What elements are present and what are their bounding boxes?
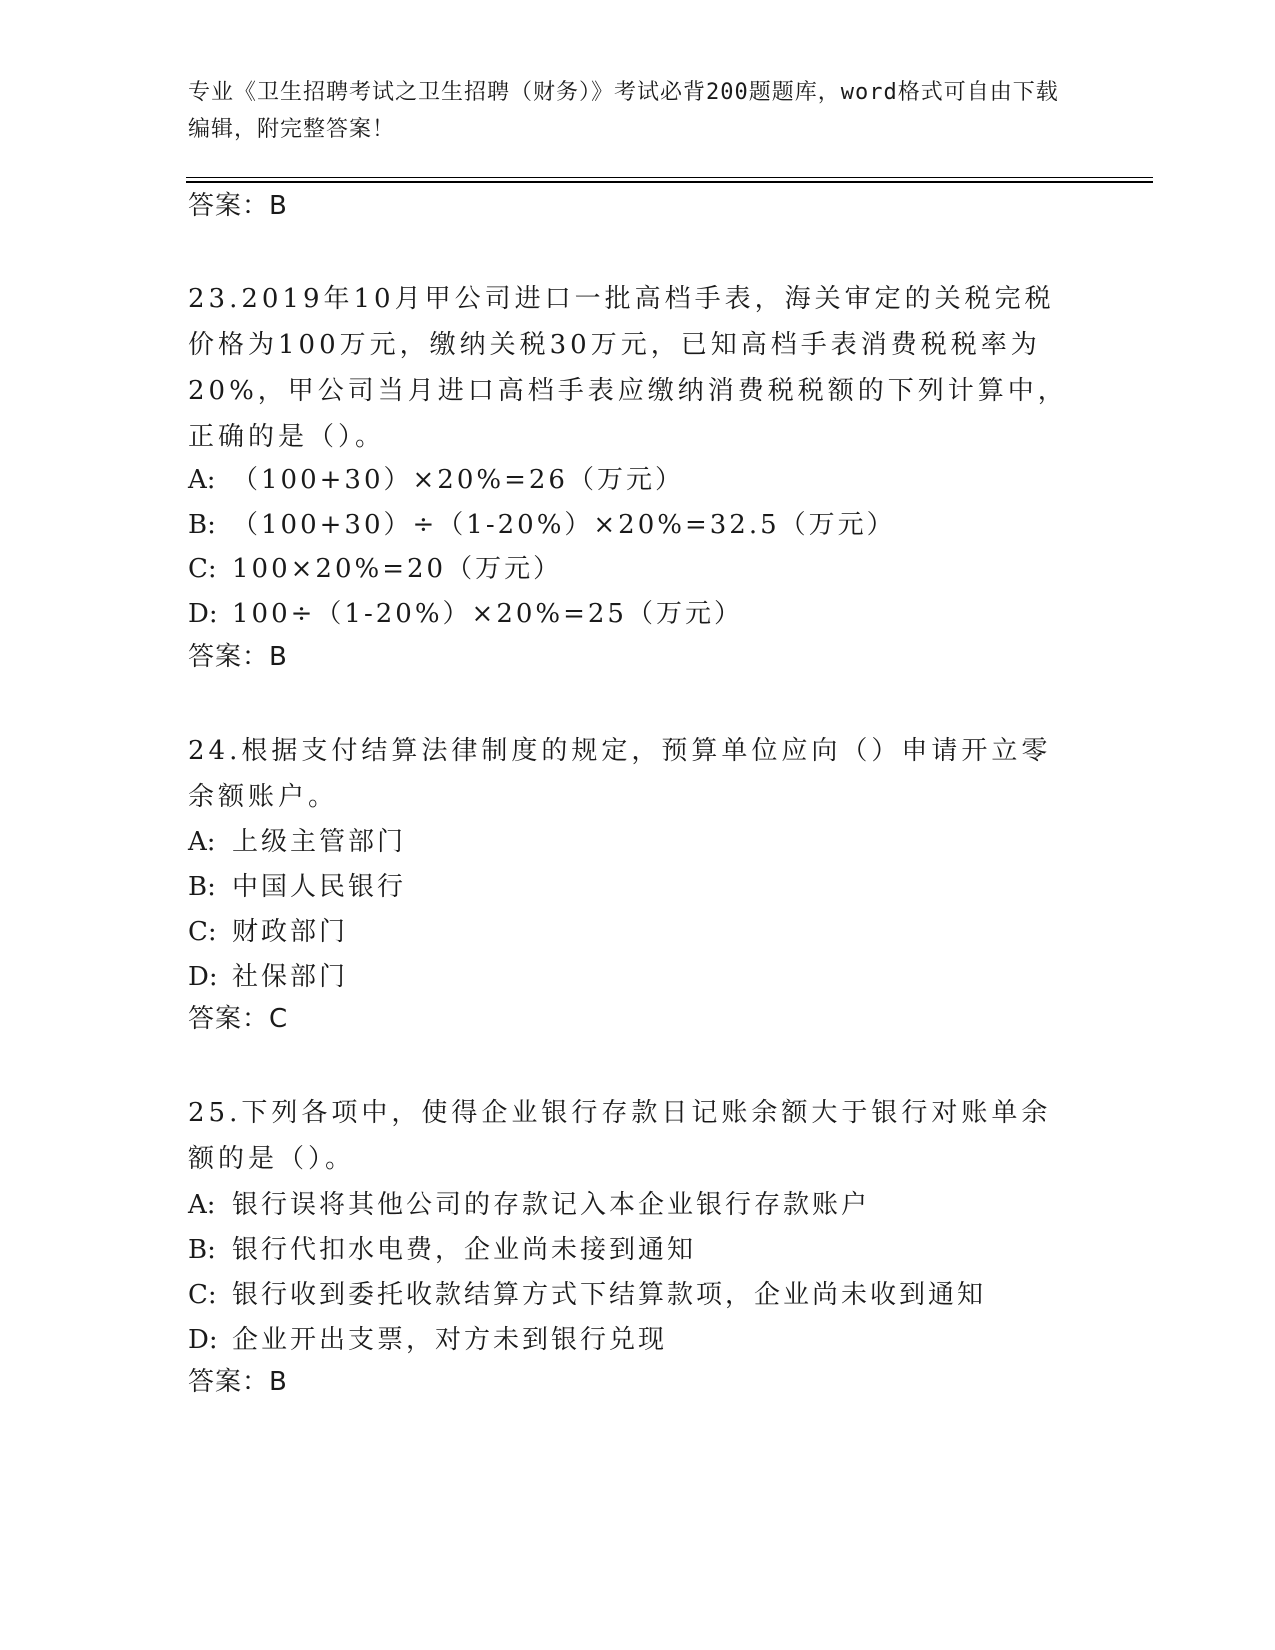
- question-25-option-b: [188, 1234, 1078, 1266]
- option-letter: A:: [188, 827, 216, 857]
- question-24-answer: 答案：C: [188, 1004, 289, 1034]
- option-text: 银行误将其他公司的存款记入本企业银行存款账户: [232, 1190, 871, 1220]
- option-text: 100×20%=20（万元）: [232, 554, 563, 584]
- option-letter: B:: [188, 1235, 216, 1265]
- option-letter: C:: [188, 917, 217, 947]
- header-rule-thick: [186, 181, 1153, 183]
- question-24-option-c: [188, 916, 1078, 948]
- question-24-stem: 24.根据支付结算法律制度的规定，预算单位应向（）申请开立零余额账户。: [188, 736, 1052, 812]
- option-text: 社保部门: [232, 962, 349, 992]
- option-text: 企业开出支票，对方未到银行兑现: [232, 1325, 668, 1355]
- option-text: （100+30）×20%=26（万元）: [232, 465, 684, 495]
- question-23-answer: 答案：B: [188, 642, 288, 672]
- option-text: （100+30）÷（1-20%）×20%=32.5（万元）: [232, 510, 896, 540]
- question-25-option-a: [188, 1189, 1078, 1221]
- option-letter: C:: [188, 1280, 217, 1310]
- option-letter: D:: [188, 962, 218, 992]
- question-25-option-c: [188, 1279, 1078, 1311]
- header-rule-thin: [186, 177, 1153, 178]
- option-letter: A:: [188, 465, 216, 495]
- option-letter: B:: [188, 510, 216, 540]
- option-letter: B:: [188, 872, 216, 902]
- option-text: 100÷（1-20%）×20%=25（万元）: [232, 599, 743, 629]
- option-text: 银行代扣水电费，企业尚未接到通知: [232, 1235, 697, 1265]
- question-23-option-c: [188, 553, 1078, 585]
- previous-answer: 答案：B: [188, 191, 288, 221]
- option-text: 中国人民银行: [232, 872, 407, 902]
- question-23-option-a: [188, 464, 1078, 496]
- option-letter: A:: [188, 1190, 216, 1220]
- option-letter: C:: [188, 554, 217, 584]
- question-25-answer: 答案：B: [188, 1367, 288, 1397]
- question-24-option-a: [188, 826, 1078, 858]
- question-23-option-d: [188, 598, 1078, 630]
- option-text: 银行收到委托收款结算方式下结算款项，企业尚未收到通知: [232, 1280, 987, 1310]
- question-23-option-b: [188, 509, 1078, 541]
- question-24-option-b: [188, 871, 1078, 903]
- option-letter: D:: [188, 599, 218, 629]
- question-23-stem: 23.2019年10月甲公司进口一批高档手表，海关审定的关税完税价格为100万元，缴纳关税30万元，已知高档手表消费税税率为20%，甲公司当月进口高档手表应缴纳消费税税额的下列计算中，正确的是（）。: [188, 284, 1068, 452]
- option-text: 上级主管部门: [232, 827, 407, 857]
- option-letter: D:: [188, 1325, 218, 1355]
- question-25-stem: 25.下列各项中，使得企业银行存款日记账余额大于银行对账单余额的是（）。: [188, 1098, 1052, 1174]
- question-24-option-d: [188, 961, 1078, 993]
- document-header: 专业《卫生招聘考试之卫生招聘（财务）》考试必背200题题库，word格式可自由下载编辑，附完整答案！: [188, 80, 1059, 142]
- option-text: 财政部门: [232, 917, 349, 947]
- question-25-option-d: [188, 1324, 1078, 1356]
